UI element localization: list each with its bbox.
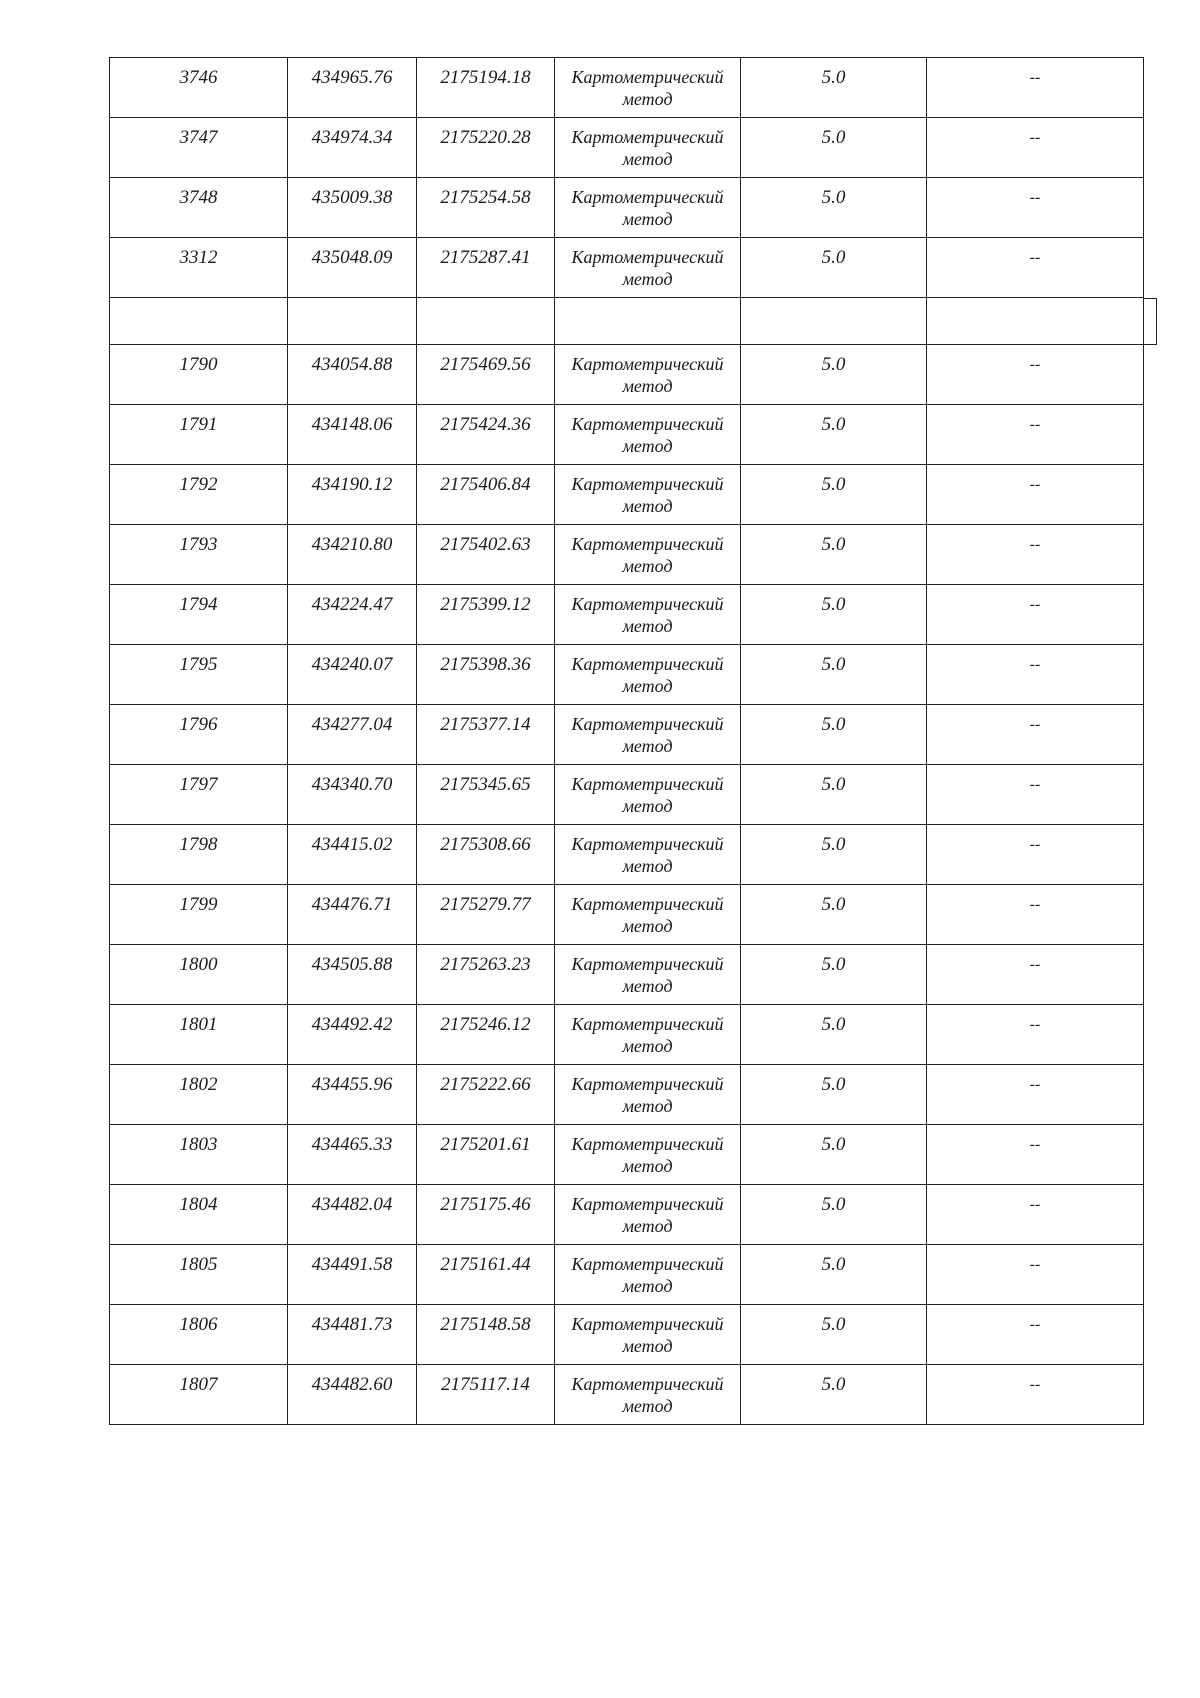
accuracy-cell: 5.0 (741, 178, 927, 238)
table-row (110, 1305, 1144, 1365)
accuracy-cell: 5.0 (741, 118, 927, 178)
x-coordinate-cell: 434491.58 (288, 1245, 417, 1305)
point-number-cell: 3748 (110, 178, 288, 238)
empty-cell (927, 298, 1144, 345)
accuracy-cell: 5.0 (741, 1305, 927, 1365)
accuracy-cell: 5.0 (741, 1125, 927, 1185)
x-coordinate-cell: 434481.73 (288, 1305, 417, 1365)
empty-cell (555, 298, 741, 345)
y-coordinate-cell: 2175406.84 (417, 465, 555, 525)
method-cell: Картометрический метод (555, 525, 741, 585)
y-coordinate-cell: 2175399.12 (417, 585, 555, 645)
table-row (110, 58, 1144, 118)
point-number-cell: 1791 (110, 405, 288, 465)
method-cell: Картометрический метод (555, 1125, 741, 1185)
table-row (110, 1125, 1144, 1185)
coordinates-table-body (110, 58, 1144, 1425)
accuracy-cell: 5.0 (741, 345, 927, 405)
table-row (110, 1245, 1144, 1305)
point-number-cell: 1803 (110, 1125, 288, 1185)
table-row (110, 885, 1144, 945)
y-coordinate-cell: 2175117.14 (417, 1365, 555, 1425)
note-cell: -- (927, 1365, 1144, 1425)
method-cell: Картометрический метод (555, 765, 741, 825)
method-cell: Картометрический метод (555, 58, 741, 118)
table-row (110, 1185, 1144, 1245)
method-cell: Картометрический метод (555, 705, 741, 765)
y-coordinate-cell: 2175308.66 (417, 825, 555, 885)
method-cell: Картометрический метод (555, 585, 741, 645)
y-coordinate-cell: 2175398.36 (417, 645, 555, 705)
y-coordinate-cell: 2175287.41 (417, 238, 555, 298)
x-coordinate-cell: 434505.88 (288, 945, 417, 1005)
accuracy-cell: 5.0 (741, 585, 927, 645)
x-coordinate-cell: 435009.38 (288, 178, 417, 238)
point-number-cell: 1802 (110, 1065, 288, 1125)
y-coordinate-cell: 2175220.28 (417, 118, 555, 178)
note-cell: -- (927, 238, 1144, 298)
method-cell: Картометрический метод (555, 645, 741, 705)
x-coordinate-cell: 434054.88 (288, 345, 417, 405)
method-cell: Картометрический метод (555, 118, 741, 178)
accuracy-cell: 5.0 (741, 1065, 927, 1125)
note-cell: -- (927, 585, 1144, 645)
y-coordinate-cell: 2175469.56 (417, 345, 555, 405)
point-number-cell: 1801 (110, 1005, 288, 1065)
method-cell: Картометрический метод (555, 405, 741, 465)
y-coordinate-cell: 2175377.14 (417, 705, 555, 765)
y-coordinate-cell: 2175263.23 (417, 945, 555, 1005)
table-row (110, 585, 1144, 645)
note-cell: -- (927, 178, 1144, 238)
method-cell: Картометрический метод (555, 885, 741, 945)
note-cell: -- (927, 465, 1144, 525)
point-number-cell: 1794 (110, 585, 288, 645)
x-coordinate-cell: 435048.09 (288, 238, 417, 298)
method-cell: Картометрический метод (555, 1245, 741, 1305)
x-coordinate-cell: 434210.80 (288, 525, 417, 585)
note-cell: -- (927, 705, 1144, 765)
accuracy-cell: 5.0 (741, 1005, 927, 1065)
empty-cell (417, 298, 555, 345)
note-cell: -- (927, 345, 1144, 405)
table-row (110, 1365, 1144, 1425)
y-coordinate-cell: 2175345.65 (417, 765, 555, 825)
accuracy-cell: 5.0 (741, 238, 927, 298)
point-number-cell: 1795 (110, 645, 288, 705)
x-coordinate-cell: 434476.71 (288, 885, 417, 945)
point-number-cell: 1805 (110, 1245, 288, 1305)
note-cell: -- (927, 525, 1144, 585)
x-coordinate-cell: 434340.70 (288, 765, 417, 825)
y-coordinate-cell: 2175222.66 (417, 1065, 555, 1125)
point-number-cell: 3746 (110, 58, 288, 118)
x-coordinate-cell: 434277.04 (288, 705, 417, 765)
x-coordinate-cell: 434240.07 (288, 645, 417, 705)
point-number-cell: 1804 (110, 1185, 288, 1245)
empty-cell (741, 298, 927, 345)
method-cell: Картометрический метод (555, 1065, 741, 1125)
point-number-cell: 3312 (110, 238, 288, 298)
table-row (110, 765, 1144, 825)
point-number-cell: 1800 (110, 945, 288, 1005)
table-row (110, 178, 1144, 238)
x-coordinate-cell: 434190.12 (288, 465, 417, 525)
table-row (110, 465, 1144, 525)
y-coordinate-cell: 2175424.36 (417, 405, 555, 465)
accuracy-cell: 5.0 (741, 1185, 927, 1245)
note-cell: -- (927, 945, 1144, 1005)
accuracy-cell: 5.0 (741, 405, 927, 465)
x-coordinate-cell: 434224.47 (288, 585, 417, 645)
table-row (110, 345, 1144, 405)
method-cell: Картометрический метод (555, 345, 741, 405)
point-number-cell: 1797 (110, 765, 288, 825)
point-number-cell: 1793 (110, 525, 288, 585)
y-coordinate-cell: 2175246.12 (417, 1005, 555, 1065)
note-cell: -- (927, 645, 1144, 705)
gap-row-extension (1143, 298, 1157, 345)
note-cell: -- (927, 405, 1144, 465)
y-coordinate-cell: 2175254.58 (417, 178, 555, 238)
table-row (110, 705, 1144, 765)
accuracy-cell: 5.0 (741, 945, 927, 1005)
method-cell: Картометрический метод (555, 825, 741, 885)
note-cell: -- (927, 58, 1144, 118)
note-cell: -- (927, 825, 1144, 885)
note-cell: -- (927, 1065, 1144, 1125)
accuracy-cell: 5.0 (741, 1245, 927, 1305)
accuracy-cell: 5.0 (741, 645, 927, 705)
accuracy-cell: 5.0 (741, 465, 927, 525)
table-row (110, 1005, 1144, 1065)
method-cell: Картометрический метод (555, 1005, 741, 1065)
accuracy-cell: 5.0 (741, 1365, 927, 1425)
x-coordinate-cell: 434492.42 (288, 1005, 417, 1065)
table-row (110, 238, 1144, 298)
method-cell: Картометрический метод (555, 465, 741, 525)
method-cell: Картометрический метод (555, 945, 741, 1005)
table-row (110, 945, 1144, 1005)
x-coordinate-cell: 434465.33 (288, 1125, 417, 1185)
method-cell: Картометрический метод (555, 1185, 741, 1245)
note-cell: -- (927, 1005, 1144, 1065)
y-coordinate-cell: 2175161.44 (417, 1245, 555, 1305)
x-coordinate-cell: 434455.96 (288, 1065, 417, 1125)
table-row (110, 1065, 1144, 1125)
y-coordinate-cell: 2175201.61 (417, 1125, 555, 1185)
note-cell: -- (927, 1185, 1144, 1245)
point-number-cell: 1792 (110, 465, 288, 525)
accuracy-cell: 5.0 (741, 525, 927, 585)
x-coordinate-cell: 434415.02 (288, 825, 417, 885)
method-cell: Картометрический метод (555, 1305, 741, 1365)
coordinates-table (109, 57, 1144, 1425)
empty-cell (110, 298, 288, 345)
accuracy-cell: 5.0 (741, 705, 927, 765)
note-cell: -- (927, 765, 1144, 825)
note-cell: -- (927, 118, 1144, 178)
y-coordinate-cell: 2175194.18 (417, 58, 555, 118)
accuracy-cell: 5.0 (741, 765, 927, 825)
point-number-cell: 1798 (110, 825, 288, 885)
table-row (110, 645, 1144, 705)
table-row (110, 525, 1144, 585)
method-cell: Картометрический метод (555, 178, 741, 238)
x-coordinate-cell: 434965.76 (288, 58, 417, 118)
accuracy-cell: 5.0 (741, 58, 927, 118)
x-coordinate-cell: 434148.06 (288, 405, 417, 465)
method-cell: Картометрический метод (555, 1365, 741, 1425)
y-coordinate-cell: 2175279.77 (417, 885, 555, 945)
table-row (110, 118, 1144, 178)
table-row (110, 825, 1144, 885)
note-cell: -- (927, 1125, 1144, 1185)
accuracy-cell: 5.0 (741, 885, 927, 945)
x-coordinate-cell: 434974.34 (288, 118, 417, 178)
table-row (110, 405, 1144, 465)
point-number-cell: 1790 (110, 345, 288, 405)
note-cell: -- (927, 885, 1144, 945)
x-coordinate-cell: 434482.60 (288, 1365, 417, 1425)
y-coordinate-cell: 2175402.63 (417, 525, 555, 585)
y-coordinate-cell: 2175175.46 (417, 1185, 555, 1245)
x-coordinate-cell: 434482.04 (288, 1185, 417, 1245)
point-number-cell: 1799 (110, 885, 288, 945)
note-cell: -- (927, 1245, 1144, 1305)
note-cell: -- (927, 1305, 1144, 1365)
accuracy-cell: 5.0 (741, 825, 927, 885)
point-number-cell: 1807 (110, 1365, 288, 1425)
method-cell: Картометрический метод (555, 238, 741, 298)
empty-cell (288, 298, 417, 345)
y-coordinate-cell: 2175148.58 (417, 1305, 555, 1365)
point-number-cell: 3747 (110, 118, 288, 178)
point-number-cell: 1806 (110, 1305, 288, 1365)
empty-separator-row (110, 298, 1144, 345)
point-number-cell: 1796 (110, 705, 288, 765)
